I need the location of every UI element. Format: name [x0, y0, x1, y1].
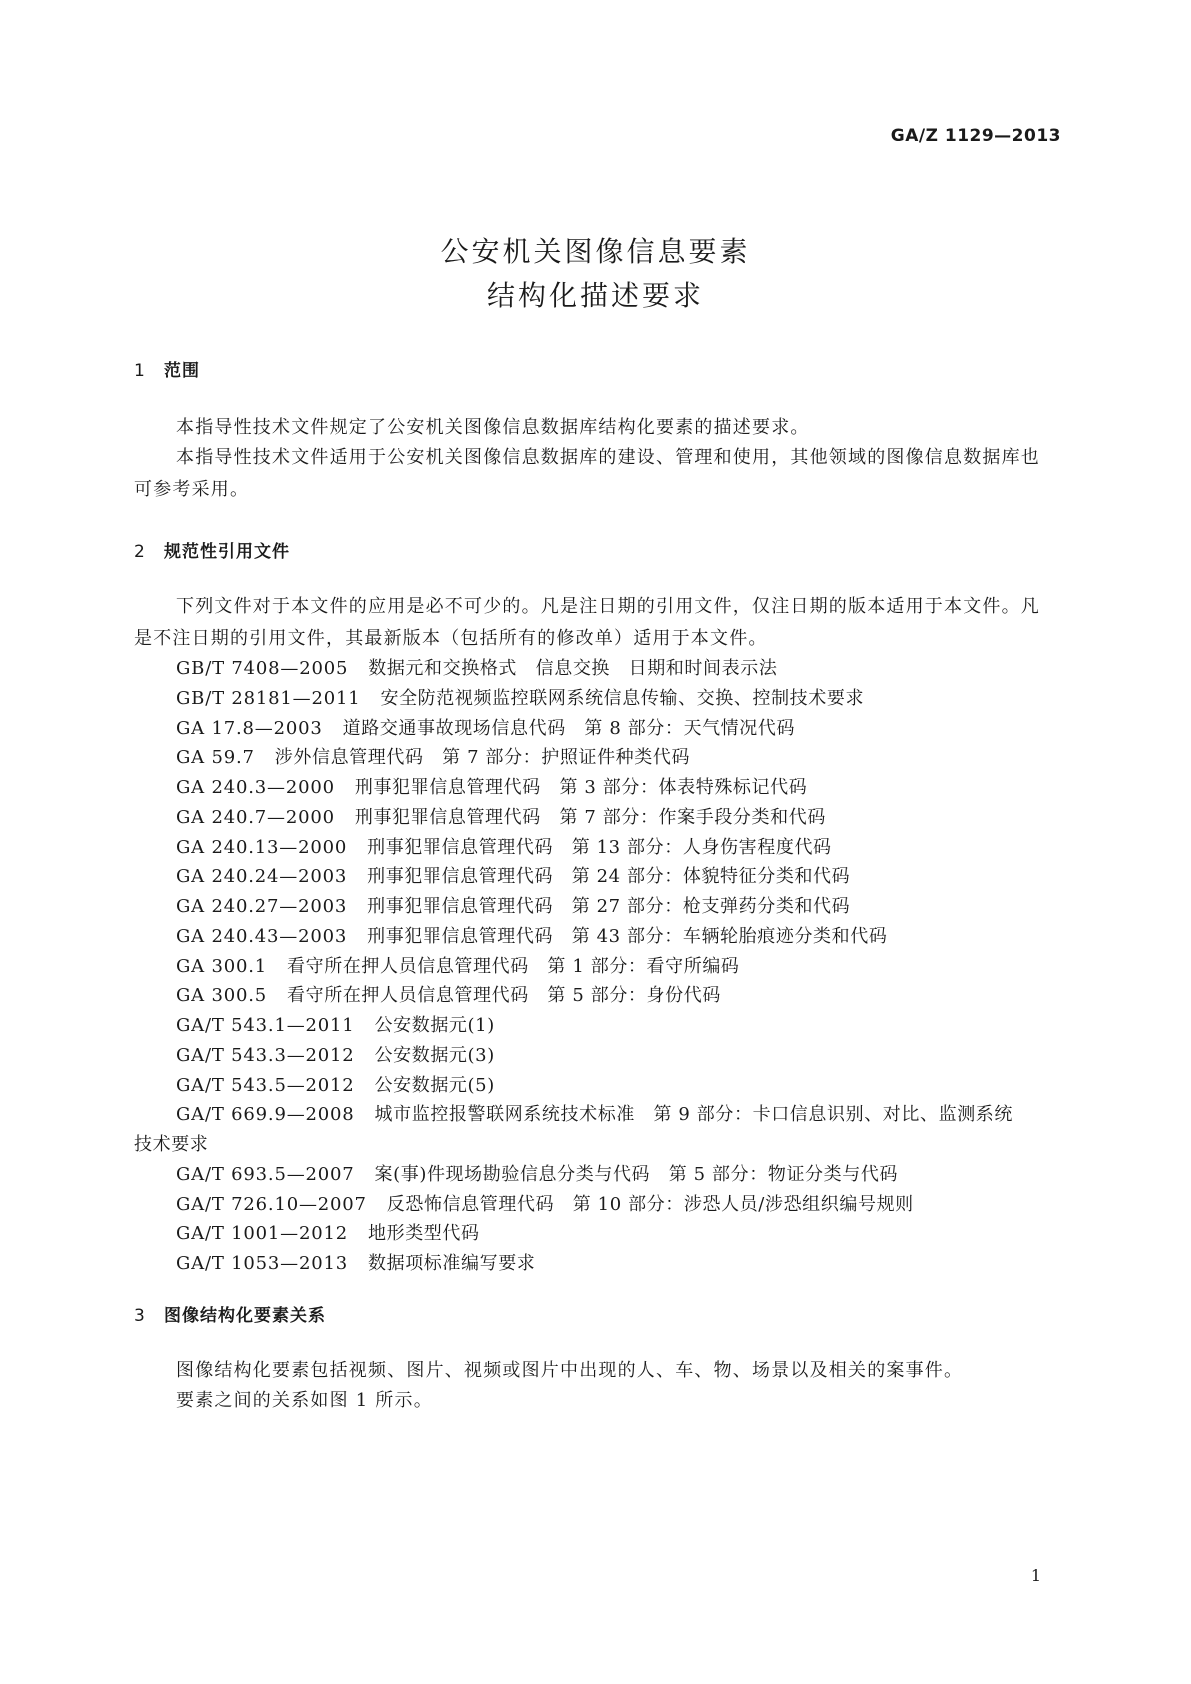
reference-title: 数据元和交换格式 信息交换 日期和时间表示法 [368, 658, 778, 679]
reference-code: GA 240.24—2003 [176, 866, 348, 887]
reference-title: 城市监控报警联网系统技术标准 第 9 部分：卡口信息识别、对比、监测系统 [374, 1104, 1014, 1125]
reference-item [176, 803, 826, 829]
reference-code: GA 300.5 [176, 985, 268, 1006]
section-2-title: 规范性引用文件 [164, 542, 290, 562]
reference-code: GB/T 7408—2005 [176, 658, 349, 679]
reference-item [176, 922, 887, 948]
reference-code: GB/T 28181—2011 [176, 688, 361, 709]
reference-title: 数据项标准编写要求 [368, 1253, 536, 1274]
reference-code: GA/T 543.3—2012 [176, 1045, 355, 1066]
reference-code: GA/T 1053—2013 [176, 1253, 348, 1274]
section-3-paragraph-1: 图像结构化要素包括视频、图片、视频或图片中出现的人、车、物、场景以及相关的案事件。 [176, 1360, 964, 1381]
reference-title: 道路交通事故现场信息代码 第 8 部分：天气情况代码 [342, 718, 796, 739]
reference-item [176, 1011, 495, 1037]
reference-title: 看守所在押人员信息管理代码 第 5 部分：身份代码 [287, 985, 721, 1006]
reference-code: GA 240.7—2000 [176, 807, 335, 828]
reference-title: 刑事犯罪信息管理代码 第 43 部分：车辆轮胎痕迹分类和代码 [367, 926, 888, 947]
reference-title: 公安数据元(1) [374, 1015, 495, 1036]
section-2-heading [134, 537, 290, 562]
reference-code: GA 240.13—2000 [176, 837, 348, 858]
reference-title: 地形类型代码 [368, 1223, 480, 1244]
reference-code: GA 59.7 [176, 747, 255, 768]
reference-item [176, 952, 740, 978]
reference-title: 公安数据元(3) [374, 1045, 495, 1066]
reference-item [176, 862, 850, 888]
reference-code: GA 240.43—2003 [176, 926, 348, 947]
reference-code: GA/T 726.10—2007 [176, 1194, 367, 1215]
reference-code: GA 300.1 [176, 956, 268, 977]
section-2-number: 2 [134, 542, 146, 562]
reference-item [176, 1160, 898, 1186]
section-3-paragraph-2: 要素之间的关系如图 1 所示。 [176, 1390, 433, 1411]
reference-item [176, 981, 721, 1007]
reference-title: 刑事犯罪信息管理代码 第 7 部分：作案手段分类和代码 [354, 807, 826, 828]
reference-item [176, 1100, 1013, 1126]
reference-title: 安全防范视频监控联网系统信息传输、交换、控制技术要求 [380, 688, 865, 709]
section-1-heading [134, 356, 200, 381]
reference-title: 刑事犯罪信息管理代码 第 27 部分：枪支弹药分类和代码 [367, 896, 851, 917]
section-3-heading [134, 1301, 326, 1326]
document-title-line-1: 公安机关图像信息要素 [440, 235, 751, 268]
reference-item [176, 1071, 495, 1097]
reference-item-continuation [134, 1130, 208, 1156]
reference-item [176, 654, 777, 680]
document-title-line-2: 结构化描述要求 [486, 279, 704, 312]
reference-code: GA/T 543.1—2011 [176, 1015, 355, 1036]
reference-item [176, 1041, 495, 1067]
section-1-number: 1 [134, 361, 146, 381]
reference-item [176, 833, 832, 859]
reference-title: 刑事犯罪信息管理代码 第 3 部分：体表特殊标记代码 [354, 777, 808, 798]
reference-title: 案(事)件现场勘验信息分类与代码 第 5 部分：物证分类与代码 [374, 1164, 899, 1185]
section-3-number: 3 [134, 1306, 146, 1326]
reference-title: 看守所在押人员信息管理代码 第 1 部分：看守所编码 [287, 956, 740, 977]
reference-code: GA 17.8—2003 [176, 718, 323, 739]
reference-item [176, 892, 850, 918]
reference-item [176, 773, 807, 799]
reference-code: GA/T 1001—2012 [176, 1223, 348, 1244]
section-1-paragraph-2: 本指导性技术文件适用于公安机关图像信息数据库的建设、管理和使用，其他领域的图像信息数据库也可参考采用。 [134, 447, 1040, 500]
reference-title: 涉外信息管理代码 第 7 部分：护照证件种类代码 [274, 747, 691, 768]
reference-item [176, 1249, 535, 1275]
reference-item [176, 684, 864, 710]
reference-code: GA/T 543.5—2012 [176, 1075, 355, 1096]
section-1-paragraph-1: 本指导性技术文件规定了公安机关图像信息数据库结构化要素的描述要求。 [176, 417, 810, 438]
section-3-title: 图像结构化要素关系 [164, 1306, 326, 1326]
reference-title: 刑事犯罪信息管理代码 第 13 部分：人身伤害程度代码 [367, 837, 832, 858]
reference-item [176, 743, 690, 769]
reference-code: GA/T 693.5—2007 [176, 1164, 355, 1185]
reference-item [176, 714, 795, 740]
reference-item [176, 1219, 480, 1245]
reference-title: 反恐怖信息管理代码 第 10 部分：涉恐人员/涉恐组织编号规则 [386, 1194, 914, 1215]
reference-title: 技术要求 [134, 1134, 209, 1155]
page-number: 1 [1030, 1566, 1041, 1585]
reference-code: GA/T 669.9—2008 [176, 1104, 355, 1125]
reference-title: 公安数据元(5) [374, 1075, 495, 1096]
standard-code: GA/Z 1129—2013 [890, 126, 1061, 146]
reference-title: 刑事犯罪信息管理代码 第 24 部分：体貌特征分类和代码 [367, 866, 851, 887]
reference-item [176, 1190, 914, 1216]
section-2-intro: 下列文件对于本文件的应用是必不可少的。凡是注日期的引用文件，仅注日期的版本适用于本文件。凡是不注日期的引用文件，其最新版本（包括所有的修改单）适用于本文件。 [134, 596, 1040, 649]
reference-code: GA 240.3—2000 [176, 777, 335, 798]
section-1-title: 范围 [164, 361, 200, 381]
reference-code: GA 240.27—2003 [176, 896, 348, 917]
